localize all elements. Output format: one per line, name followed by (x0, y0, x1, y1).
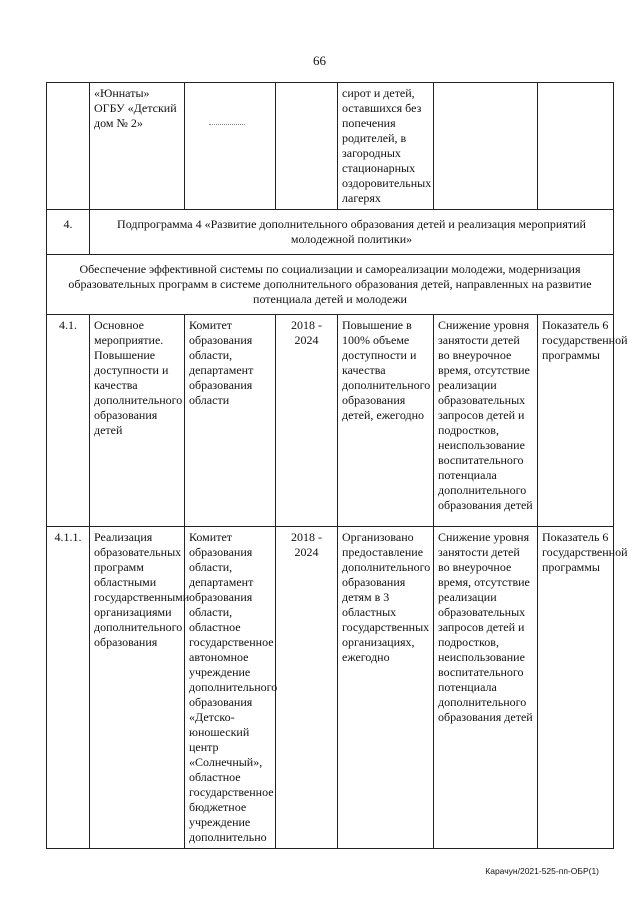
cell-indicator-continued: сирот и детей, оставшихся без попечения родителей, в загородных стационарных оздоровительных лагерях (338, 83, 434, 210)
table-row (47, 527, 614, 849)
subprogram-number: 4. (47, 210, 90, 255)
row-period: 2018 - 2024 (276, 315, 338, 527)
row-executor: Комитет образования области, департамент образования области (185, 315, 276, 527)
subprogram-title: Подпрограмма 4 «Развитие дополнительного образования детей и реализация мероприятий молодежной политики» (90, 210, 614, 255)
cell-empty (276, 83, 338, 210)
row-executor: Комитет образования области, департамент образования области, областное государственное автономное учреждение дополнительного образования «Детско-юношеский центр «Солнечный», областное государственное бюджетное учреждение дополнительно (185, 527, 276, 849)
program-table (46, 82, 628, 849)
cell-empty (538, 83, 614, 210)
row-name: Основное мероприятие. Повышение доступности и качества дополнительного образования детей (90, 315, 185, 527)
goal-row (47, 255, 614, 315)
cell-executor-continued: «Юннаты» ОГБУ «Детский дом № 2» (90, 83, 185, 210)
continuation-row (47, 83, 614, 210)
row-period: 2018 - 2024 (276, 527, 338, 849)
cell-empty (434, 83, 538, 210)
cell-empty (47, 83, 90, 210)
page-number: 66 (313, 53, 326, 68)
cell-empty (185, 83, 276, 210)
goal-text: Обеспечение эффективной системы по социализации и самореализации молодежи, модернизация образовательных программ в системе дополнительного образования детей, направленных на развитие потенциала детей и молодежи (47, 255, 614, 315)
row-relation: Показатель 6 государственной программы (538, 315, 614, 527)
row-number: 4.1. (47, 315, 90, 527)
footer-reference: Карачун/2021-525-пп-ОБР(1) (485, 866, 599, 876)
pen-mark (209, 124, 245, 125)
row-result: Организовано предоставление дополнительного образования детям в 3 областных государственных организациях, ежегодно (338, 527, 434, 849)
subprogram-row (47, 210, 614, 255)
row-consequences: Снижение уровня занятости детей во внеурочное время, отсутствие реализации образовательных запросов детей и подростков, неиспользование воспитательного потенциала дополнительного образования детей (434, 527, 538, 849)
row-name: Реализация образовательных программ областными государственными организациями дополнительного образования (90, 527, 185, 849)
row-relation: Показатель 6 государственной программы (538, 527, 614, 849)
row-number: 4.1.1. (47, 527, 90, 849)
row-consequences: Снижение уровня занятости детей во внеурочное время, отсутствие реализации образовательных запросов детей и подростков, неиспользование воспитательного потенциала дополнительного образования детей (434, 315, 538, 527)
row-result: Повышение в 100% объеме доступности и качества дополнительного образования детей, ежегодно (338, 315, 434, 527)
table-row (47, 315, 614, 527)
